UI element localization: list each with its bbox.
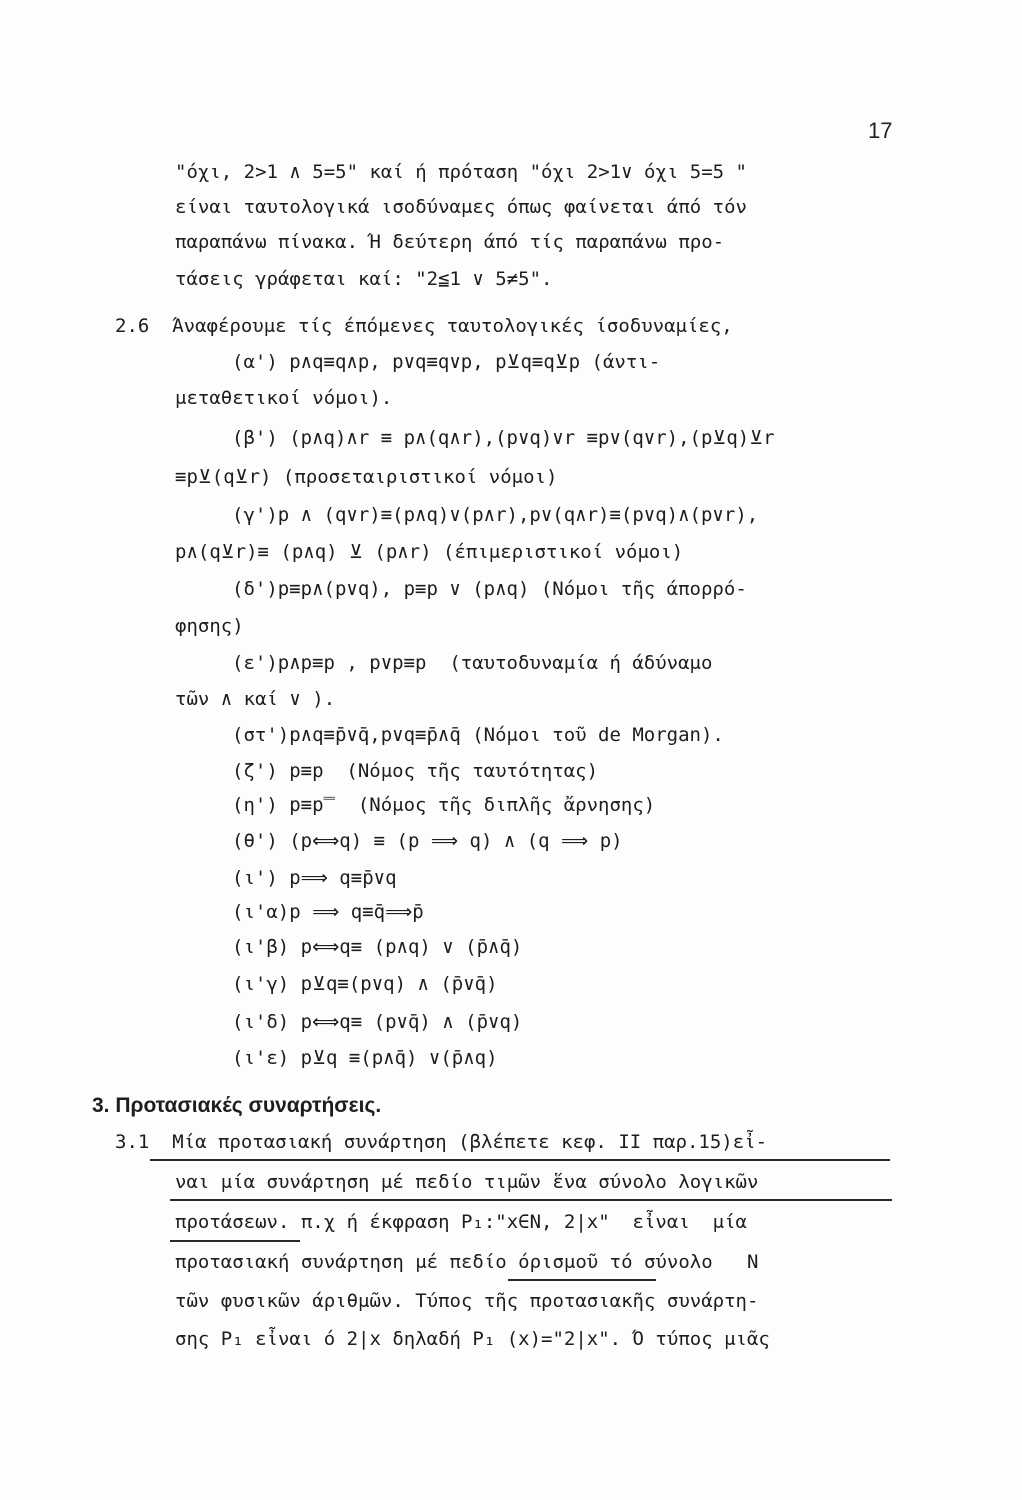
text-line: (δ')p≡p∧(p∨q), p≡p ∨ (p∧q) (Νόμοι τῆς άπορρό- bbox=[232, 578, 747, 600]
page-number: 17 bbox=[868, 118, 893, 143]
underline-rule bbox=[150, 1159, 890, 1161]
text-line: "όχι, 2>1 ∧ 5=5" καί ή πρόταση "όχι 2>1∨ όχι 5=5 " bbox=[175, 161, 747, 183]
text-line: (γ')p ∧ (q∨r)≡(p∧q)∨(p∧r),p∨(q∧r)≡(p∨q)∧(p∨r), bbox=[232, 504, 759, 526]
underline-rule bbox=[170, 1199, 892, 1201]
text-line: τῶν ∧ καί ∨ ). bbox=[175, 688, 336, 710]
text-line: τῶν φυσικῶν άριθμῶν. Τύπος τῆς προτασιακῆς συνάρτη- bbox=[175, 1290, 759, 1312]
text-line: (ι'ε) p⊻q ≡(p∧q̄) ∨(p̄∧q) bbox=[232, 1047, 498, 1069]
text-line: (ι') p⟹ q≡p̄∨q bbox=[232, 867, 397, 889]
text-line: (β') (p∧q)∧r ≡ p∧(q∧r),(p∨q)∨r ≡p∨(q∨r),(p⊻q)⊻r bbox=[232, 427, 775, 449]
text-line: ≡p⊻(q⊻r) (προσεταιριστικοί νόμοι) bbox=[175, 466, 558, 488]
text-line: (η') p≡p̿ (Νόμος τῆς διπλῆς ἄρνησης) bbox=[232, 794, 656, 816]
section-2-6-line: 2.6 Άναφέρουμε τίς έπόμενες ταυτολογικές ίσοδυναμίες, bbox=[115, 315, 733, 337]
text-line: σης P₁ εἶναι ό 2|x δηλαδή P₁ (x)="2|x". Ό τύπος μιᾶς bbox=[175, 1328, 770, 1350]
text-line: (ι'α)p ⟹ q≡q̄⟹p̄ bbox=[232, 901, 424, 923]
text-line: 3.1 Μία προτασιακή συνάρτηση (βλέπετε κεφ. II παρ.15)εἶ- bbox=[115, 1131, 768, 1153]
underline-rule bbox=[508, 1279, 656, 1281]
text-line: p∧(q⊻r)≡ (p∧q) ⊻ (p∧r) (έπιμεριστικοί νόμοι) bbox=[175, 541, 684, 563]
text-line: (ι'δ) p⟺q≡ (p∨q̄) ∧ (p̄∨q) bbox=[232, 1011, 523, 1033]
text-line: (α') p∧q≡q∧p, p∨q≡q∨p, p⊻q≡q⊻p (άντι- bbox=[232, 351, 661, 373]
underline-rule bbox=[170, 1240, 300, 1242]
text-line: τάσεις γράφεται καί: "2≦1 ∨ 5≠5". bbox=[175, 268, 553, 290]
text-line: (ζ') p≡p (Νόμος τῆς ταυτότητας) bbox=[232, 760, 599, 782]
text-line: (θ') (p⟺q) ≡ (p ⟹ q) ∧ (q ⟹ p) bbox=[232, 830, 623, 852]
text-line: παραπάνω πίνακα. Ή δεύτερη άπό τίς παραπάνω προ- bbox=[175, 231, 725, 253]
section-heading: 3. Προτασιακές συναρτήσεις. bbox=[92, 1094, 382, 1117]
text-line: (ι'γ) p⊻q≡(p∨q) ∧ (p̄∨q̄) bbox=[232, 973, 498, 995]
text-line: (ε')p∧p≡p , p∨p≡p (ταυτοδυναμία ή άδύναμο bbox=[232, 652, 713, 674]
text-line: (στ')p∧q≡p̄∨q̄,p∨q≡p̄∧q̄ (Νόμοι τοῦ de Morgan). bbox=[232, 724, 724, 746]
text-line: προτάσεων. π.χ ή έκφραση P₁:"x∈N, 2|x" εἶναι μία bbox=[175, 1211, 747, 1233]
text-line: προτασιακή συνάρτηση μέ πεδίο όρισμοῦ τό σύνολο N bbox=[175, 1251, 759, 1273]
text-line: μεταθετικοί νόμοι). bbox=[175, 387, 393, 409]
text-line: ναι μία συνάρτηση μέ πεδίο τιμῶν ἕνα σύνολο λογικῶν bbox=[175, 1171, 759, 1193]
text-line: φησης) bbox=[175, 615, 244, 637]
text-line: είναι ταυτολογικά ισοδύναμες όπως φαίνεται άπό τόν bbox=[175, 196, 747, 218]
text-line: (ι'β) p⟺q≡ (p∧q) ∨ (p̄∧q̄) bbox=[232, 936, 523, 958]
